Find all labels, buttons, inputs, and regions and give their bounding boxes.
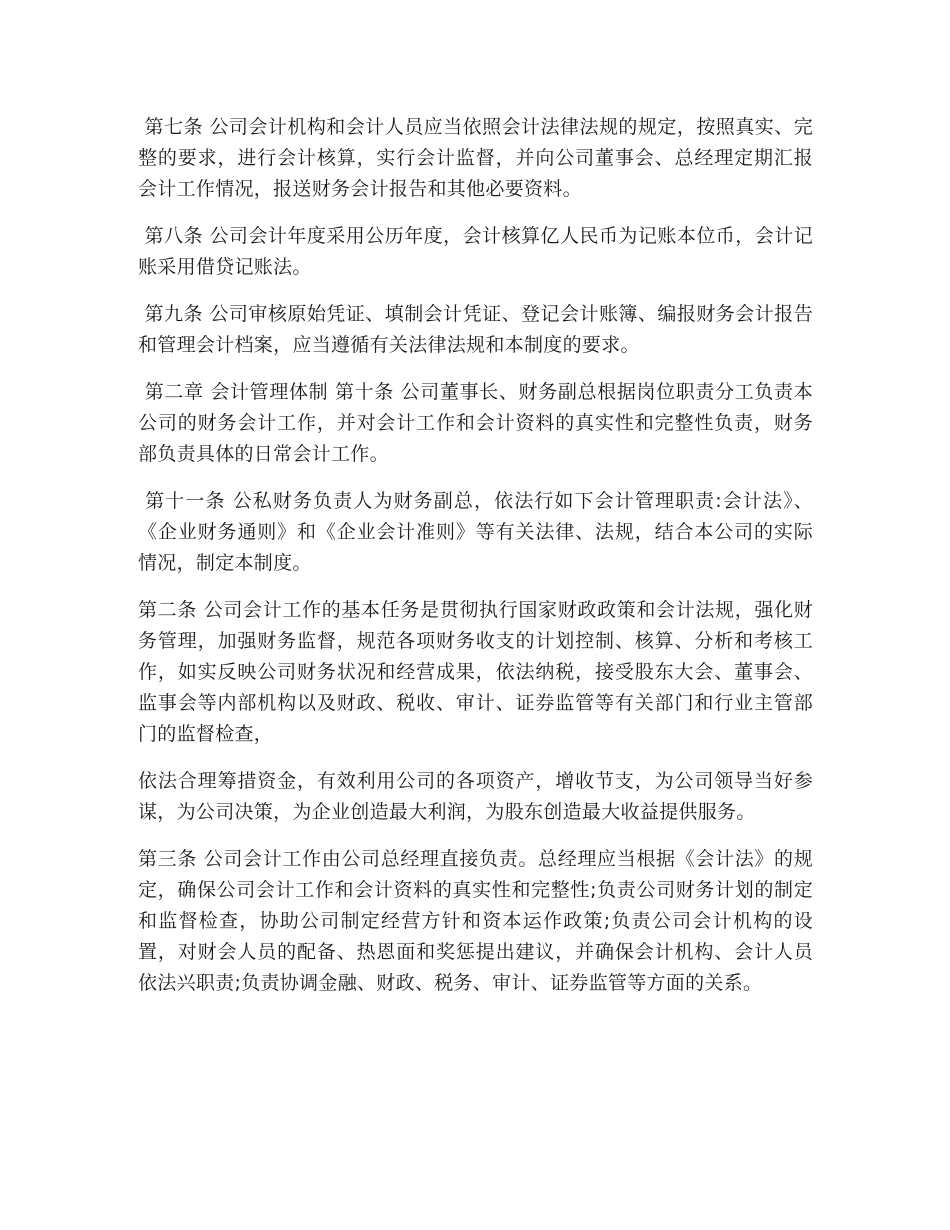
- paragraph-article-2-continued: 依法合理筹措资金，有效利用公司的各项资产，增收节支，为公司领导当好参谋，为公司决策，为企业创造最大利润，为股东创造最大收益提供服务。: [138, 770, 813, 823]
- paragraph-chapter-2-article-10: 第二章 会计管理体制 第十条 公司董事长、财务副总根据岗位职责分工负责本公司的财务会计工作，并对会计工作和会计资料的真实性和完整性负责，财务部负责具体的日常会计工作。: [138, 381, 814, 465]
- paragraph-article-3: 第三条 公司会计工作由公司总经理直接负责。总经理应当根据《会计法》的规定，确保公司会计工作和会计资料的真实性和完整性;负责公司财务计划的制定和监督检查，协助公司制定经营方针和资本运作政策;负责公司会计机构的设置，对财会人员的配备、热恩面和奖惩提出建议，并确保会计机构、会计人员依法兴职责;负责协调金融、财政、税务、审计、证券监管等方面的关系。: [138, 848, 813, 994]
- document-body: [138, 112, 813, 1015]
- paragraph-article-8: 第八条 公司会计年度采用公历年度，会计核算亿人民币为记账本位币，会计记账采用借贷记账法。: [138, 225, 813, 278]
- paragraph-article-2: 第二条 公司会计工作的基本任务是贯彻执行国家财政政策和会计法规，强化财务管理，加强财务监督，规范各项财务收支的计划控制、核算、分析和考核工作，如实反映公司财务状况和经营成果，依法纳税，接受股东大会、董事会、监事会等内部机构以及财政、税收、审计、证券监管等有关部门和行业主管部门的监督检查，: [138, 599, 813, 745]
- paragraph-article-9: 第九条 公司审核原始凭证、填制会计凭证、登记会计账簿、编报财务会计报告和管理会计档案，应当遵循有关法律法规和本制度的要求。: [138, 303, 813, 356]
- paragraph-article-11: 第十一条 公私财务负责人为财务副总，依法行如下会计管理职责:会计法》、《企业财务通则》和《企业会计准则》等有关法律、法规，结合本公司的实际情况，制定本制度。: [138, 490, 813, 574]
- paragraph-article-7: 第七条 公司会计机构和会计人员应当依照会计法律法规的规定，按照真实、完整的要求，进行会计核算，实行会计监督，并向公司董事会、总经理定期汇报会计工作情况，报送财务会计报告和其他必要资料。: [138, 116, 813, 200]
